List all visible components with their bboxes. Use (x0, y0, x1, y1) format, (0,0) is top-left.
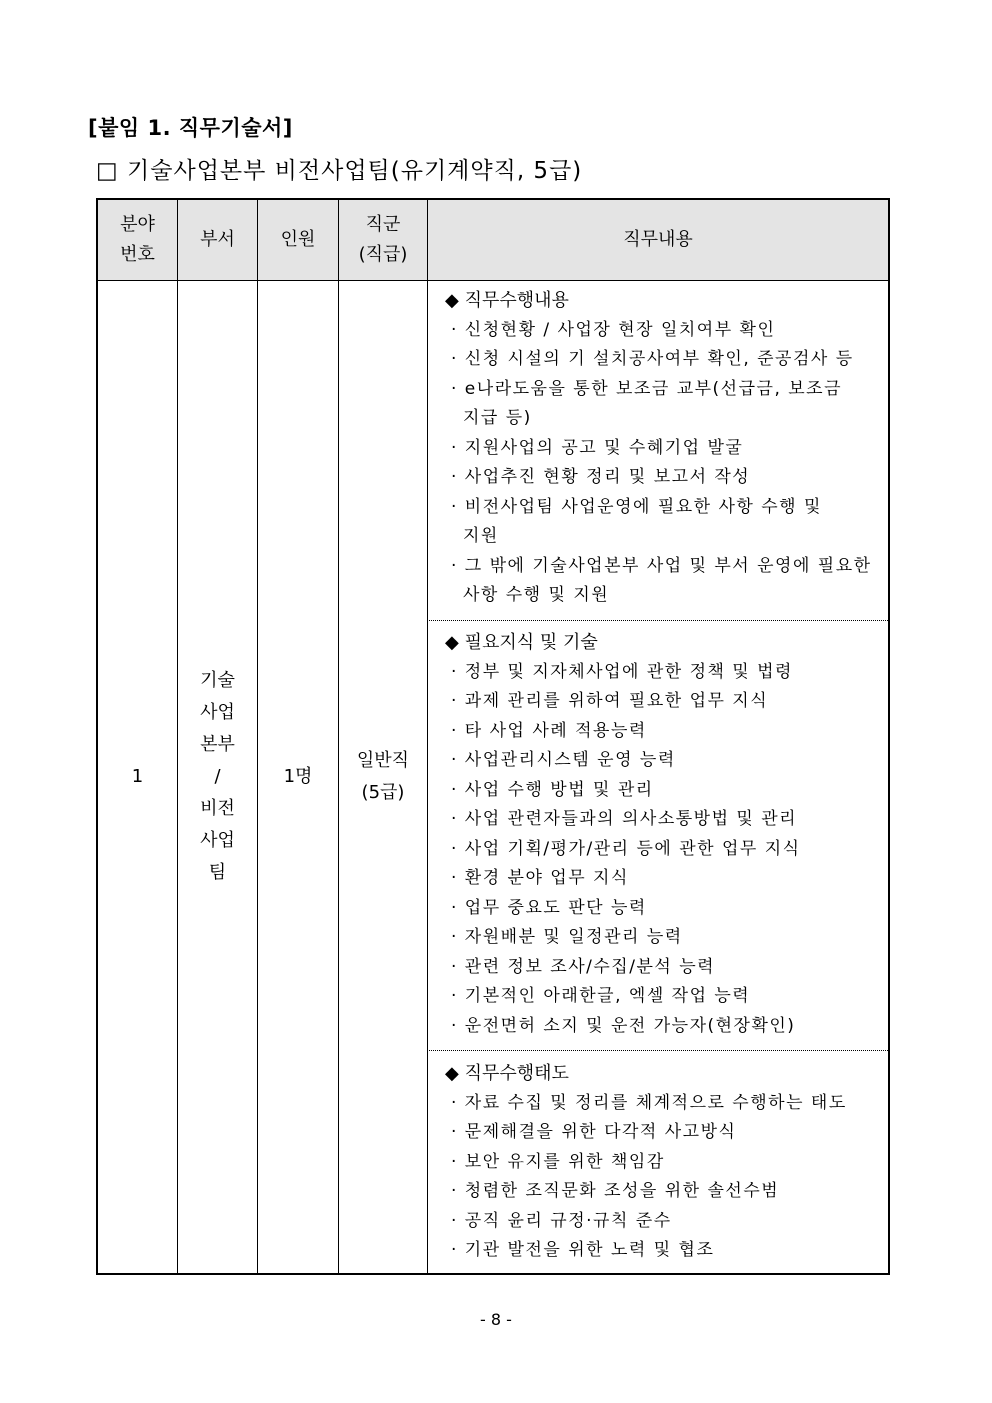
dept-line: / (214, 765, 221, 787)
page-number: - 8 - (480, 1310, 512, 1329)
list-item: · 문제해결을 위한 다각적 사고방식 (451, 1122, 737, 1142)
dept-line: 기술 (200, 669, 235, 691)
cell-dept (178, 280, 257, 1273)
section-duties (429, 286, 888, 611)
list-item: · 정부 및 지자체사업에 관한 정책 및 법령 (451, 661, 793, 682)
list-item: · 운전면허 소지 및 운전 가능자(현장확인) (451, 1015, 796, 1036)
dept-line: 사업 (200, 701, 235, 723)
header-dept (178, 200, 257, 280)
section-subtitle: □ 기술사업본부 비전사업팀(유기계약직, 5급) (96, 158, 583, 184)
section-heading: ◆ 직무수행내용 (445, 290, 569, 311)
header-duties (428, 200, 888, 280)
header-text: 직무내용 (623, 229, 693, 250)
list-item: · 청렴한 조직문화 조성을 위한 솔선수범 (451, 1181, 780, 1201)
section-heading: ◆ 필요지식 및 기술 (445, 632, 598, 653)
list-item-continuation: 사항 수행 및 지원 (463, 585, 610, 605)
header-text: 인원 (280, 229, 316, 250)
list-item: · 신청현황 / 사업장 현장 일치여부 확인 (451, 319, 776, 340)
list-item: · 사업추진 현황 정리 및 보고서 작성 (451, 467, 751, 487)
list-item: · 지원사업의 공고 및 수혜기업 발굴 (451, 437, 744, 458)
cell-field-no (98, 280, 177, 1273)
list-item: · 관련 정보 조사/수집/분석 능력 (451, 956, 716, 977)
list-item: · 자원배분 및 일정관리 능력 (451, 927, 683, 947)
list-item: · 과제 관리를 위하여 필요한 업무 지식 (451, 691, 769, 711)
list-item-continuation: 지원 (463, 526, 499, 546)
job-grade-value: (5급) (361, 781, 405, 803)
dept-line: 사업 (200, 829, 235, 851)
cell-headcount (258, 280, 338, 1273)
section-divider (429, 1050, 888, 1051)
list-item: · 사업 기획/평가/관리 등에 관한 업무 지식 (451, 838, 801, 859)
cell-job-group (339, 280, 427, 1273)
list-item: · 사업 수행 방법 및 관리 (451, 779, 654, 800)
headcount-value: 1명 (283, 765, 313, 787)
header-text: 직군 (365, 214, 401, 235)
section-knowledge-skills (429, 628, 888, 1041)
section-heading: ◆ 직무수행태도 (445, 1063, 569, 1084)
list-item: · 사업관리시스템 운영 능력 (451, 750, 676, 770)
dept-line: 본부 (200, 733, 235, 755)
header-text: 부서 (200, 229, 235, 250)
section-divider (429, 620, 888, 621)
list-item: · 사업 관련자들과의 의사소통방법 및 관리 (451, 809, 798, 829)
job-group-value: 일반직 (356, 749, 410, 771)
list-item: · 타 사업 사례 적용능력 (451, 720, 647, 741)
dept-line: 팀 (208, 861, 227, 883)
list-item: · 비전사업팀 사업운영에 필요한 사항 수행 및 (451, 496, 822, 517)
section-attitude (429, 1059, 888, 1266)
list-item: · e나라도움을 통한 보조금 교부(선급금, 보조금 (451, 378, 843, 399)
field-no-value: 1 (131, 765, 144, 787)
list-item: · 기관 발전을 위한 노력 및 협조 (451, 1240, 715, 1260)
header-field-no (98, 200, 177, 280)
list-item-continuation: 지급 등) (463, 408, 532, 428)
header-text: (직급) (358, 244, 408, 265)
list-item: · 환경 분야 업무 지식 (451, 868, 629, 888)
list-item: · 신청 시설의 기 설치공사여부 확인, 준공검사 등 (451, 349, 854, 369)
column-divider (427, 200, 428, 1273)
list-item: · 보안 유지를 위한 책임감 (451, 1151, 665, 1172)
header-text: 번호 (120, 244, 155, 265)
job-description-table (96, 198, 890, 1275)
list-item: · 업무 중요도 판단 능력 (451, 897, 647, 918)
list-item: · 자료 수집 및 정리를 체계적으로 수행하는 태도 (451, 1092, 847, 1113)
dept-line: 비전 (200, 797, 235, 819)
list-item: · 기본적인 아래한글, 엑셀 작업 능력 (451, 986, 751, 1006)
header-headcount (258, 200, 338, 280)
list-item: · 그 밖에 기술사업본부 사업 및 부서 운영에 필요한 (451, 555, 872, 576)
attachment-title: [붙임 1. 직무기술서] (88, 116, 293, 140)
header-job-group (339, 200, 427, 280)
list-item: · 공직 윤리 규정·규칙 준수 (451, 1210, 672, 1231)
header-text: 분야 (120, 214, 155, 235)
